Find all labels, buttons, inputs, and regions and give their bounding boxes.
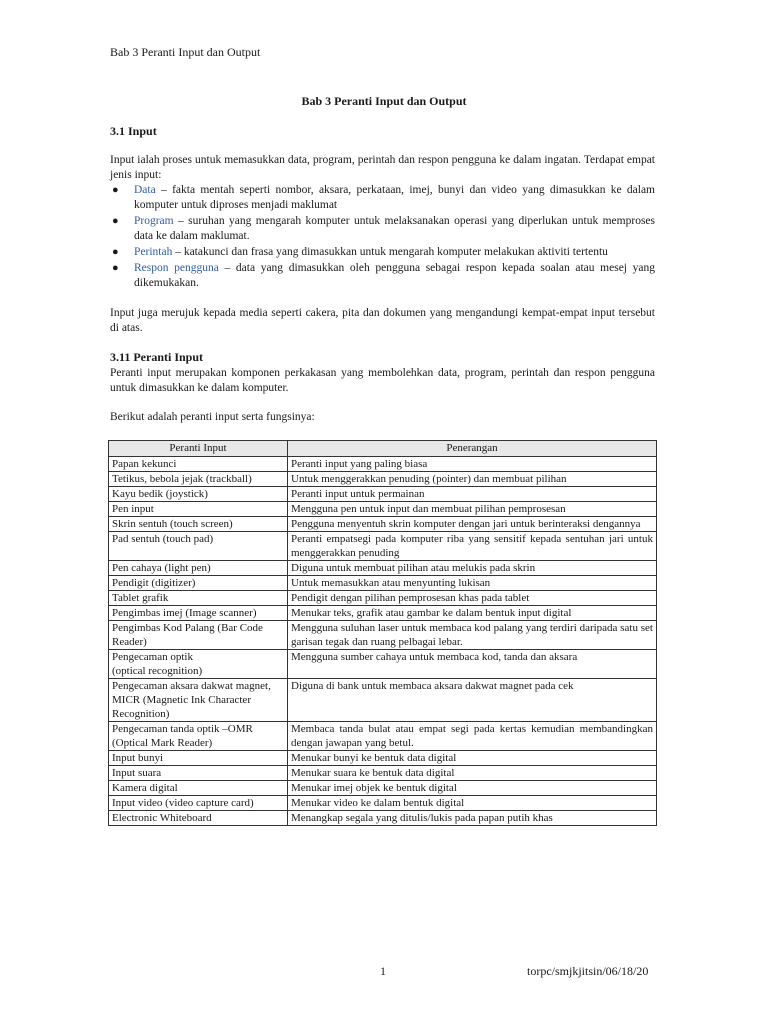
bullet-term: Program xyxy=(134,215,174,227)
table-header-row xyxy=(109,441,657,457)
bullet-icon: ● xyxy=(112,262,119,274)
device-name-cell: Papan kekunci xyxy=(109,457,288,472)
list-item xyxy=(110,261,655,291)
table-row xyxy=(109,561,657,576)
device-description-cell: Menukar imej objek ke bentuk digital xyxy=(288,781,657,796)
page-number: 1 xyxy=(380,964,386,978)
device-name-cell: Tablet grafik xyxy=(109,591,288,606)
device-name-cell: Pengimbas Kod Palang (Bar Code Reader) xyxy=(109,621,288,650)
device-description-cell: Membaca tanda bulat atau empat segi pada kertas kemudian membandingkan dengan jawapan yang betul. xyxy=(288,722,657,751)
table-row xyxy=(109,796,657,811)
device-name-cell: Kayu bedik (joystick) xyxy=(109,487,288,502)
device-description-cell: Pengguna menyentuh skrin komputer dengan jari untuk berinteraksi dengannya xyxy=(288,517,657,532)
input-devices-table xyxy=(108,440,657,826)
device-description-cell: Peranti empatsegi pada komputer riba yang sensitif kepada sentuhan jari untuk menggerakkan penuding xyxy=(288,532,657,561)
table-row xyxy=(109,606,657,621)
table-lead-text: Berikut adalah peranti input serta fungsinya: xyxy=(110,411,315,423)
table-row xyxy=(109,576,657,591)
device-description-cell: Menukar bunyi ke bentuk data digital xyxy=(288,751,657,766)
device-name-cell: Pengecaman tanda optik –OMR (Optical Mark Reader) xyxy=(109,722,288,751)
table-row xyxy=(109,487,657,502)
section-heading-input: 3.1 Input xyxy=(110,124,157,138)
device-name-cell: Pen cahaya (light pen) xyxy=(109,561,288,576)
table-row xyxy=(109,532,657,561)
device-name-cell: Pengimbas imej (Image scanner) xyxy=(109,606,288,621)
device-description-cell: Mengguna pen untuk input dan membuat pilihan pemprosesan xyxy=(288,502,657,517)
input-devices-intro: Peranti input merupakan komponen perkakasan yang membolehkan data, program, perintah dan respon pengguna untuk dimasukkan ke dalam komputer. xyxy=(110,367,655,394)
bullet-term: Perintah xyxy=(134,246,173,258)
section-heading-input-devices: 3.11 Peranti Input xyxy=(110,350,204,364)
table-body xyxy=(109,457,657,826)
device-description-cell: Menangkap segala yang ditulis/lukis pada papan putih khas xyxy=(288,811,657,826)
table-row xyxy=(109,502,657,517)
device-name-cell: Pengecaman aksara dakwat magnet, MICR (Magnetic Ink Character Recognition) xyxy=(109,679,288,722)
bullet-term: Data xyxy=(134,184,156,196)
table-row xyxy=(109,621,657,650)
table-row xyxy=(109,517,657,532)
document-title: Bab 3 Peranti Input dan Output xyxy=(301,94,467,108)
input-intro-paragraph: Input ialah proses untuk memasukkan data, program, perintah dan respon pengguna ke dalam ingatan. Terdapat empat jenis input: xyxy=(110,154,655,181)
device-name-cell: Electronic Whiteboard xyxy=(109,811,288,826)
bullet-text: – data yang dimasukkan oleh pengguna sebagai respon kepada soalan atau mesej yang dikemukakan. xyxy=(134,262,655,289)
table-row xyxy=(109,472,657,487)
bullet-text: – fakta mentah seperti nombor, aksara, perkataan, imej, bunyi dan video yang dimasukkan ke dalam komputer untuk diproses menjadi maklumat xyxy=(134,184,655,211)
device-description-cell: Diguna untuk membuat pilihan atau melukis pada skrin xyxy=(288,561,657,576)
input-types-list xyxy=(110,183,655,292)
running-header: Bab 3 Peranti Input dan Output xyxy=(110,45,261,59)
device-description-cell: Menukar video ke dalam bentuk digital xyxy=(288,796,657,811)
device-description-cell: Pendigit dengan pilihan pemprosesan khas pada tablet xyxy=(288,591,657,606)
device-description-cell: Diguna di bank untuk membaca aksara dakwat magnet pada cek xyxy=(288,679,657,722)
device-name-cell: Pendigit (digitizer) xyxy=(109,576,288,591)
device-description-cell: Untuk memasukkan atau menyunting lukisan xyxy=(288,576,657,591)
table-row xyxy=(109,679,657,722)
device-description-cell: Peranti input yang paling biasa xyxy=(288,457,657,472)
list-item xyxy=(110,214,655,244)
table-row xyxy=(109,457,657,472)
table-row xyxy=(109,811,657,826)
list-item xyxy=(110,245,655,260)
device-name-cell: Pad sentuh (touch pad) xyxy=(109,532,288,561)
device-description-cell: Peranti input untuk permainan xyxy=(288,487,657,502)
device-name-cell: Kamera digital xyxy=(109,781,288,796)
device-description-cell: Mengguna suluhan laser untuk membaca kod palang yang terdiri daripada satu set garisan tegak dan ruang pelbagai lebar. xyxy=(288,621,657,650)
bullet-text: – suruhan yang mengarah komputer untuk melaksanakan operasi yang diperlukan untuk memproses data ke dalam maklumat. xyxy=(134,215,655,242)
table-row xyxy=(109,650,657,679)
device-name-cell: Skrin sentuh (touch screen) xyxy=(109,517,288,532)
column-header-device: Peranti Input xyxy=(109,441,288,457)
device-name-cell: Tetikus, bebola jejak (trackball) xyxy=(109,472,288,487)
device-name-cell: Pengecaman optik (optical recognition) xyxy=(109,650,288,679)
bullet-icon: ● xyxy=(112,246,119,258)
device-name-cell: Input suara xyxy=(109,766,288,781)
list-item xyxy=(110,183,655,213)
device-description-cell: Untuk menggerakkan penuding (pointer) dan membuat pilihan xyxy=(288,472,657,487)
device-description-cell: Menukar teks, grafik atau gambar ke dalam bentuk input digital xyxy=(288,606,657,621)
table-row xyxy=(109,722,657,751)
bullet-icon: ● xyxy=(112,215,119,227)
table-row xyxy=(109,591,657,606)
device-name-cell: Input video (video capture card) xyxy=(109,796,288,811)
footer-reference: torpc/smjkjitsin/06/18/20 xyxy=(527,964,649,978)
device-name-cell: Pen input xyxy=(109,502,288,517)
table-row xyxy=(109,766,657,781)
table-row xyxy=(109,781,657,796)
table-row xyxy=(109,751,657,766)
bullet-term: Respon pengguna xyxy=(134,262,219,274)
bullet-text: – katakunci dan frasa yang dimasukkan untuk mengarah komputer melakukan aktiviti tertentu xyxy=(172,246,608,258)
device-name-cell: Input bunyi xyxy=(109,751,288,766)
bullet-icon: ● xyxy=(112,184,119,196)
input-media-paragraph: Input juga merujuk kepada media seperti cakera, pita dan dokumen yang mengandungi kempat-empat input tersebut di atas. xyxy=(110,307,655,334)
device-description-cell: Menukar suara ke bentuk data digital xyxy=(288,766,657,781)
device-description-cell: Mengguna sumber cahaya untuk membaca kod, tanda dan aksara xyxy=(288,650,657,679)
column-header-description: Penerangan xyxy=(288,441,657,457)
